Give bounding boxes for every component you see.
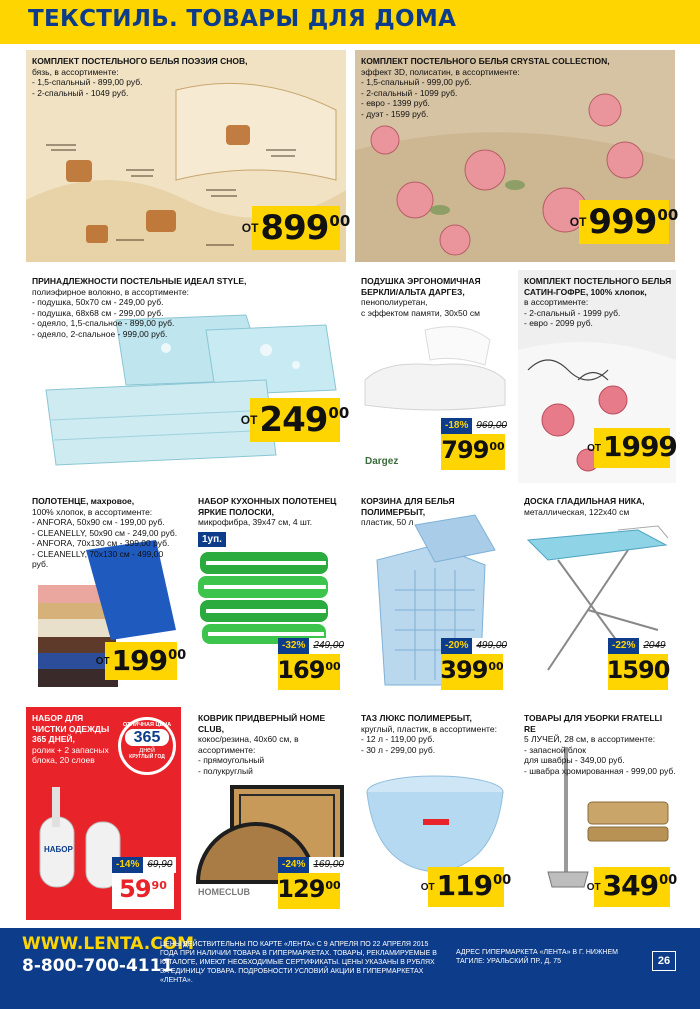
website-link[interactable]: WWW.LENTA.COM — [22, 934, 195, 954]
product-card-poeziya[interactable] — [26, 50, 351, 262]
price-tag: ОТ 999 00 — [569, 202, 679, 242]
product-title: ПРИНАДЛЕЖНОСТИ ПОСТЕЛЬНЫЕ ИДЕАЛ STYLE, полиэфирное волокно, в ассортименте: - подушка, 50х70 см - 249,00 руб. - подушка, 68х68 см - 299,00 руб. - одеяло, 1,5-спальное - 899,00 руб. - одеяло, 2-спальное - 999,00 руб. — [32, 276, 247, 339]
discount-badge: -20% 499,00 — [441, 638, 511, 654]
price-tag: 169 00 — [278, 654, 340, 690]
product-title: НАБОР КУХОННЫХ ПОЛОТЕНЕЦ ЯРКИЕ ПОЛОСКИ, микрофибра, 39х47 см, 4 шт. — [198, 496, 337, 527]
product-card-door-mat[interactable] — [192, 707, 347, 920]
page-number: 26 — [652, 951, 676, 971]
discount-badge: -22% 2049 — [608, 638, 670, 654]
store-address: АДРЕС ГИПЕРМАРКЕТА «ЛЕНТА» В Г. НИЖНЕМ ТАГИЛЕ: УРАЛЬСКИЙ ПР., Д. 75 — [456, 949, 618, 965]
product-title: КОРЗИНА ДЛЯ БЕЛЬЯ ПОЛИМЕРБЫТ, пластик, 50 л — [361, 496, 455, 527]
price-tag: ОТ 1999 — [594, 428, 670, 468]
sticker-365: ОТЛИЧНАЯ ЦЕНА 365 дней КРУГЛЫЙ ГОД — [118, 717, 176, 775]
price-tag: 799 00 — [441, 434, 505, 470]
page-title: ТЕКСТИЛЬ. ТОВАРЫ ДЛЯ ДОМА — [28, 6, 457, 32]
product-card-crystal[interactable] — [355, 50, 679, 262]
product-title: ТАЗ ЛЮКС ПОЛИМЕРБЫТ, круглый, пластик, в ассортименте: - 12 л - 119,00 руб. - 30 л - 299,00 руб. — [361, 713, 497, 755]
product-title: ПОДУШКА ЭРГОНОМИЧНАЯ БЕРКЛИ/АЛЬТА ДАРГЕЗ, пенополиуретан, с эффектом памяти, 30х50 см — [361, 276, 481, 318]
discount-badge: -14% 69,90 — [112, 857, 176, 873]
sticker-number: 365 — [125, 729, 169, 746]
product-card-basin[interactable] — [355, 707, 510, 920]
roller-label: НАБОР — [44, 845, 73, 854]
page-header — [0, 0, 700, 44]
product-card-lint-roller[interactable] — [26, 707, 181, 920]
product-title: ТОВАРЫ ДЛЯ УБОРКИ FRATELLI RE 5 ЛУЧЕЙ, 28 см, в ассортименте: - запасной блок для швабры - 349,00 руб. - швабра хромированная - 999,00 руб. — [524, 713, 676, 776]
brand-logo-dargez: Dargez — [365, 456, 399, 467]
hotline-phone[interactable]: 8-800-700-4111 — [22, 956, 174, 976]
product-card-basket[interactable] — [355, 490, 510, 700]
price-tag: 1590 — [608, 654, 668, 690]
product-card-satin[interactable] — [518, 270, 676, 483]
price-tag: ОТ 199 00 — [105, 642, 177, 680]
product-title: ПОЛОТЕНЦЕ, махровое, 100% хлопок, в ассортименте: - ANFORA, 50х90 см - 199,00 руб. - CLEANELLY, 50х90 см - 249,00 руб. - ANFORA, 70х130 см - 399,00 руб. - CLEANELLY, 70х130 см - 499,00 руб. — [32, 496, 178, 569]
product-title: КОВРИК ПРИДВЕРНЫЙ HOME CLUB, кокос/резина, 40х60 см, в ассортименте: - прямоугольный - полукруглый — [198, 713, 326, 776]
price-tag: 59 90 — [112, 873, 174, 909]
price-tag: ОТ 899 00 — [241, 208, 351, 248]
price-tag: ОТ 119 00 — [428, 867, 504, 907]
product-card-kitchen-towels[interactable] — [192, 490, 347, 700]
product-card-pillow[interactable] — [355, 270, 513, 483]
product-card-towel[interactable] — [26, 490, 187, 700]
discount-badge: -32% 249,00 — [278, 638, 348, 654]
product-title: КОМПЛЕКТ ПОСТЕЛЬНОГО БЕЛЬЯ ПОЭЗИЯ СНОВ, бязь, в ассортименте: - 1,5-спальный - 899,00 руб. - 2-спальный - 1049 руб. — [32, 56, 248, 98]
product-title: КОМПЛЕКТ ПОСТЕЛЬНОГО БЕЛЬЯ САТИН-ГОФРЕ, 100% хлопок, в ассортименте: - 2-спальный - 1999 руб. - евро - 2099 руб. — [524, 276, 672, 328]
terms-text: ЦЕНЫ ДЕЙСТВИТЕЛЬНЫ ПО КАРТЕ «ЛЕНТА» С 9 АПРЕЛЯ ПО 22 АПРЕЛЯ 2015 ГОДА ПРИ НАЛИЧИИ ТОВАРА В ГИПЕРМАРКЕТАХ. ТОВАРЫ, РЕКЛАМИРУЕМЫЕ В КАТАЛОГЕ, ИМЕЮТ НЕОБХОДИМЫЕ СЕРТИФИКАТЫ. ЦЕНЫ УКАЗАНЫ В РУБЛЯХ ЗА ЕДИНИЦУ ТОВАРА. ПОДРОБНОСТИ УСЛОВИЙ АКЦИИ В ГИПЕРМАРКЕТАХ «ЛЕНТА». — [160, 941, 437, 984]
product-title: НАБОР ДЛЯ ЧИСТКИ ОДЕЖДЫ 365 ДНЕЙ, ролик + 2 запасных блока, 20 слоев — [32, 713, 110, 765]
product-title: ДОСКА ГЛАДИЛЬНАЯ НИКА, металлическая, 122х40 см — [524, 496, 645, 517]
pack-badge: 1уп. — [198, 532, 226, 547]
product-title: КОМПЛЕКТ ПОСТЕЛЬНОГО БЕЛЬЯ CRYSTAL COLLECTION, эффект 3D, полисатин, в ассортименте: - 1,5-спальный - 999,00 руб. - 2-спальный - 1099 руб. - евро - 1399 руб. - дуэт - 1599 руб. — [361, 56, 610, 119]
product-card-ironing-board[interactable] — [518, 490, 676, 700]
discount-badge: -18% 969,00 — [441, 418, 511, 434]
price-tag: 129 00 — [278, 873, 340, 909]
discount-badge: -24% 169,00 — [278, 857, 348, 873]
product-card-fratelli[interactable] — [518, 707, 676, 920]
price-tag: ОТ 349 00 — [594, 867, 670, 907]
price-tag: ОТ 249 00 — [240, 400, 350, 440]
brand-logo-homeclub: HOMECLUB — [198, 887, 250, 897]
page-footer — [0, 928, 700, 1009]
price-tag: 399 00 — [441, 654, 503, 690]
product-card-ideal-style[interactable] — [26, 270, 350, 483]
